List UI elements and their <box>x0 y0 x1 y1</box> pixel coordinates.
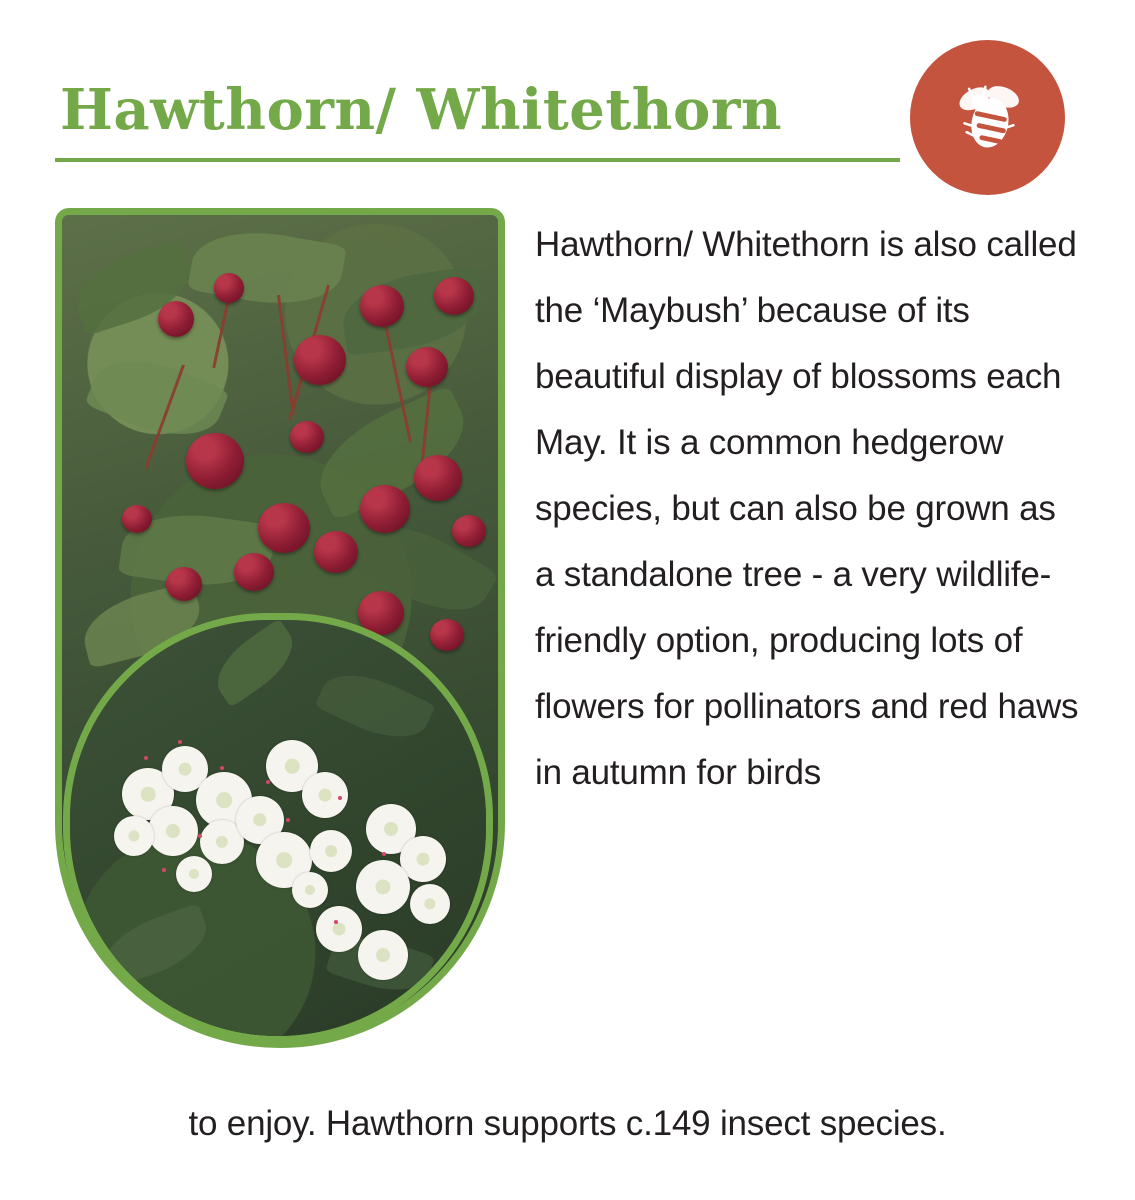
description-paragraph-end: to enjoy. Hawthorn supports c.149 insect species. <box>188 1104 947 1143</box>
title-divider <box>55 158 900 162</box>
page-title: Hawthorn/ Whitethorn <box>60 77 783 143</box>
bee-badge <box>910 40 1065 195</box>
photo-column <box>55 208 505 1048</box>
bee-icon <box>940 70 1036 166</box>
description-paragraph: Hawthorn/ Whitethorn is also called the ‘Maybush’ because of its beautiful display of blossoms each May. It is a common hedgerow species, but can also be grown as a standalone tree - a very wildlife-friendly option, producing lots of flowers for pollinators and red haws in autumn for birds <box>535 225 1079 792</box>
hawthorn-blossom-photo <box>63 613 493 1043</box>
blossom-image <box>70 620 486 1036</box>
card-header <box>55 40 1080 170</box>
